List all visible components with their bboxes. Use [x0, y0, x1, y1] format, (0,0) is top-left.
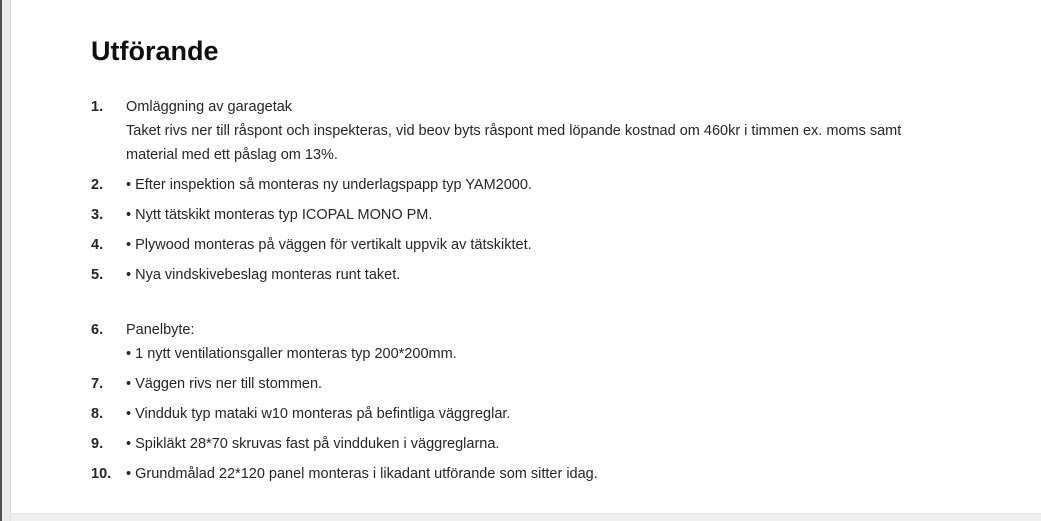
- item-text: [126, 462, 598, 486]
- item-line: material med ett påslag om 13%.: [126, 147, 338, 163]
- list-item: [91, 233, 901, 257]
- numbered-list: [91, 95, 901, 486]
- item-line: • Spikläkt 28*70 skruvas fast på vindduken i väggreglarna.: [126, 436, 500, 452]
- item-number: 10.: [91, 466, 112, 482]
- item-number: 9.: [91, 436, 104, 452]
- page-left-edge-strip: [2, 0, 11, 521]
- item-line: • Nya vindskivebeslag monteras runt taket.: [126, 267, 401, 283]
- list-item: [91, 263, 901, 287]
- page-bottom-edge-strip: [0, 513, 1041, 521]
- item-text: [126, 233, 532, 257]
- item-number: 6.: [91, 322, 104, 338]
- list-item: [91, 173, 901, 197]
- list-item: [91, 402, 901, 426]
- item-line: • Plywood monteras på väggen för vertikalt uppvik av tätskiktet.: [126, 237, 532, 253]
- item-number: 1.: [91, 99, 104, 115]
- list-item: [91, 372, 901, 396]
- item-text: [126, 402, 510, 426]
- item-line: Taket rivs ner till råspont och inspekteras, vid beov byts råspont med löpande kostnad om 460kr i timmen ex. moms samt: [126, 123, 902, 139]
- list-item: [91, 95, 901, 167]
- item-number: 4.: [91, 237, 104, 253]
- item-line: • Efter inspektion så monteras ny underlagspapp typ YAM2000.: [126, 177, 532, 193]
- item-line: • Grundmålad 22*120 panel monteras i likadant utförande som sitter idag.: [126, 466, 598, 482]
- item-line: • Väggen rivs ner till stommen.: [126, 376, 323, 392]
- item-text: [126, 318, 457, 366]
- list-item: [91, 318, 901, 366]
- item-number: 7.: [91, 376, 104, 392]
- item-text: [126, 203, 432, 227]
- page-title: Utförande: [91, 36, 219, 66]
- item-text: [126, 263, 400, 287]
- item-line: • Nytt tätskikt monteras typ ICOPAL MONO PM.: [126, 207, 433, 223]
- list-item: [91, 203, 901, 227]
- item-line: Panelbyte:: [126, 322, 195, 338]
- item-line: • 1 nytt ventilationsgaller monteras typ 200*200mm.: [126, 346, 457, 362]
- item-line: • Vindduk typ mataki w10 monteras på befintliga väggreglar.: [126, 406, 511, 422]
- item-number: 5.: [91, 267, 104, 283]
- item-text: [126, 432, 499, 456]
- item-number: 2.: [91, 177, 104, 193]
- item-number: 3.: [91, 207, 104, 223]
- list-item: [91, 462, 901, 486]
- window-left-edge-bar: [0, 0, 2, 521]
- document-page: [91, 0, 901, 492]
- item-text: [126, 372, 322, 396]
- item-line: Omläggning av garagetak: [126, 99, 293, 115]
- item-text: [126, 95, 901, 167]
- item-number: 8.: [91, 406, 104, 422]
- list-item: [91, 432, 901, 456]
- item-text: [126, 173, 532, 197]
